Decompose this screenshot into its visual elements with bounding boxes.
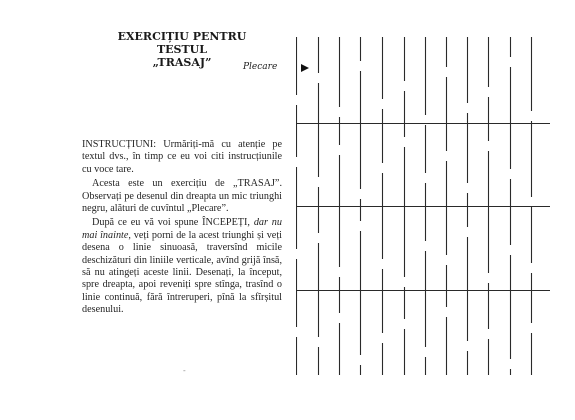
paragraph-3-emphasis: dar nu mai înainte — [82, 217, 282, 241]
instructions-text — [82, 139, 282, 319]
title-line-1: EXERCIȚIU PENTRU TESTUL — [117, 30, 247, 56]
paragraph-3-part-3: , veți porni de la acest triunghi și veți desena o linie sinuoasă, traversînd micile deschizături din liniile verticale, avînd grijă însă, să nu atingeți aceste linii. Desenați, la început, spre dreapta, apoi reveniți spre stînga, trasînd o linie continuă, fără întreruperi, pînă la sfîrșitul desenului. — [82, 229, 282, 316]
start-label: Plecare — [243, 62, 278, 72]
paragraph-3-part-1: După ce eu vă voi spune ÎNCEPEȚI, — [92, 217, 254, 229]
maze-drawing — [296, 37, 550, 375]
stray-mark: - — [183, 366, 186, 375]
title-line-2: „TRASAJ” — [152, 56, 212, 69]
tracing-maze — [296, 37, 550, 375]
instructions-paragraph-2: Acesta este un exercițiu de „TRASAJ”. Observați pe desenul din dreapta un mic triunghi negru, alături de cuvîntul „Plecare”. — [82, 178, 282, 215]
start-triangle-icon — [301, 64, 309, 72]
instructions-paragraph-3 — [82, 217, 282, 316]
instructions-paragraph-1: INSTRUCȚIUNI: Urmăriți-mă cu atenție pe textul dvs., în timp ce eu voi citi instrucțiunile cu voce tare. — [82, 139, 282, 175]
